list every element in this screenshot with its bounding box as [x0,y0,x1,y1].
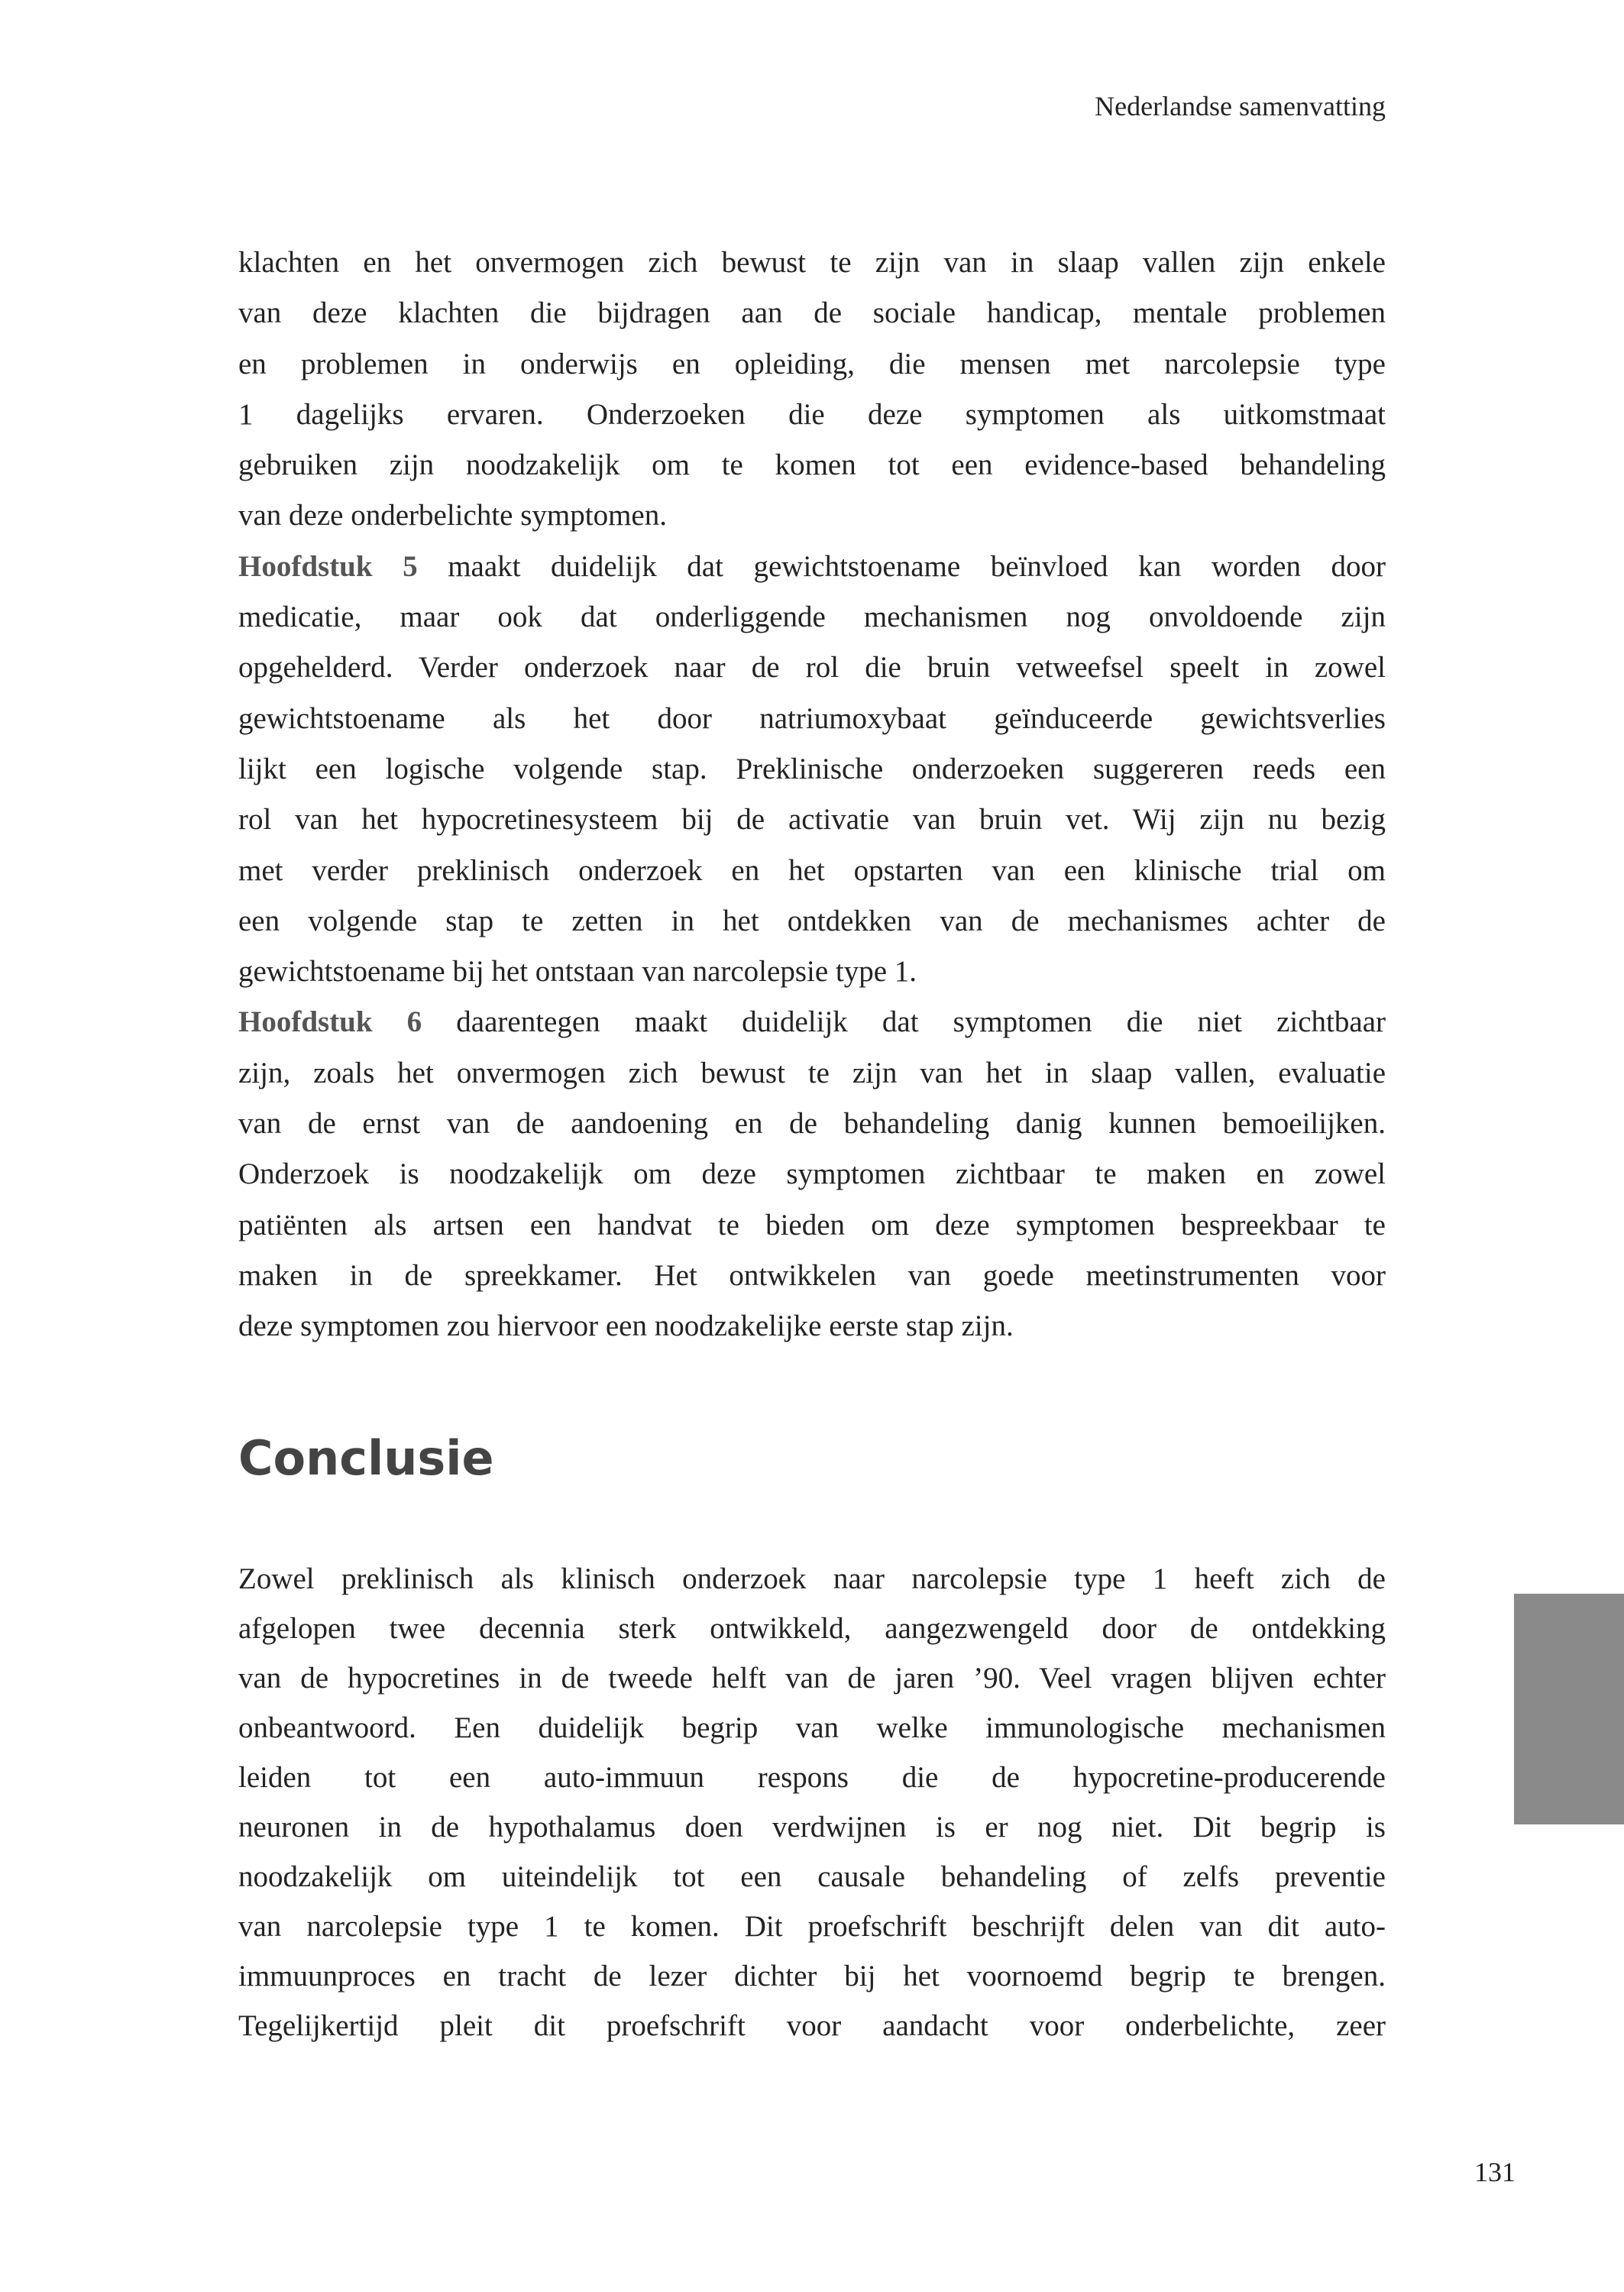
line-text: afgelopen twee decennia sterk ontwikkeld, aangezwengeld door de ontdekking [238,1612,1386,1645]
text-line [238,1703,1386,1753]
running-header: Nederlandse samenvatting [1095,91,1386,121]
line-text: klachten en het onvermogen zich bewust te zijn van in slaap vallen zijn enkele [238,246,1386,279]
line-text: met verder preklinisch onderzoek en het opstarten van een klinische trial om [238,853,1386,887]
line-text: Onderzoek is noodzakelijk om deze symptomen zichtbaar te maken en zowel [238,1157,1386,1191]
line-text: deze symptomen zou hiervoor een noodzakelijke eerste stap zijn. [238,1309,1014,1343]
text-line [238,1554,1386,1604]
chapter-thumb-tab [1514,1594,1624,1824]
line-text: van deze onderbelichte symptomen. [238,499,667,533]
line-text: Tegelijkertijd pleit dit proefschrift voor aandacht voor onderbelichte, zeer [238,2009,1386,2042]
line-text: lijkt een logische volgende stap. Preklinische onderzoeken suggereren reeds een [238,752,1386,785]
line-text: daarentegen maakt duidelijk dat symptomen die niet zichtbaar [422,1005,1386,1039]
text-line [238,440,1386,490]
text-line [238,490,1386,541]
text-line [238,339,1386,390]
line-text: en problemen in onderwijs en opleiding, die mensen met narcolepsie type [238,347,1386,380]
chapter-reference: Hoofdstuk 6 [238,1005,422,1039]
text-line [238,1099,1386,1149]
text-line [238,1852,1386,1902]
line-text: van de ernst van de aandoening en de behandeling danig kunnen bemoeilijken. [238,1107,1386,1141]
text-line [238,1902,1386,1951]
text-line [238,643,1386,693]
text-line [238,744,1386,795]
text-line [238,1301,1386,1352]
line-text: medicatie, maar ook dat onderliggende mechanismen nog onvoldoende zijn [238,601,1386,634]
line-text: rol van het hypocretinesysteem bij de activatie van bruin vet. Wij zijn nu bezig [238,803,1386,837]
line-text: maakt duidelijk dat gewichtstoename beïnvloed kan worden door [417,549,1386,583]
text-line [238,846,1386,896]
text-line [238,795,1386,845]
line-text: Zowel preklinisch als klinisch onderzoek naar narcolepsie type 1 heeft zich de [238,1562,1386,1595]
line-text: patiënten als artsen een handvat te bieden om deze symptomen bespreekbaar te [238,1208,1386,1242]
text-line [238,1149,1386,1199]
line-text: gewichtstoename bij het ontstaan van narcolepsie type 1. [238,955,917,989]
text-line [238,1753,1386,1802]
line-text: gebruiken zijn noodzakelijk om te komen tot een evidence-based behandeling [238,448,1386,482]
text-line [238,1802,1386,1852]
text-line [238,896,1386,947]
text-line [238,1653,1386,1703]
chapter-reference: Hoofdstuk 5 [238,549,418,583]
text-line [238,1200,1386,1251]
line-text: opgehelderd. Verder onderzoek naar de rol die bruin vetweefsel speelt in zowel [238,651,1386,685]
text-line [238,288,1386,338]
text-line [238,1048,1386,1099]
text-line [238,1251,1386,1301]
line-text: zijn, zoals het onvermogen zich bewust te zijn van het in slaap vallen, evaluatie [238,1056,1386,1089]
text-line [238,947,1386,997]
conclusion-text [238,1554,1386,2051]
line-text: van narcolepsie type 1 te komen. Dit proefschrift beschrijft delen van dit auto- [238,1910,1386,1943]
text-line [238,1604,1386,1653]
line-text: neuronen in de hypothalamus doen verdwijnen is er nog niet. Dit begrip is [238,1811,1386,1844]
text-line [238,592,1386,643]
line-text: gewichtstoename als het door natriumoxybaat geïnduceerde gewichtsverlies [238,701,1386,735]
page-number: 131 [1474,2157,1516,2187]
body-text [238,238,1386,1352]
text-line [238,997,1386,1047]
line-text: noodzakelijk om uiteindelijk tot een causale behandeling of zelfs preventie [238,1860,1386,1893]
text-line [238,390,1386,440]
line-text: van deze klachten die bijdragen aan de sociale handicap, mentale problemen [238,296,1386,330]
text-line [238,2001,1386,2051]
text-line [238,238,1386,288]
line-text: onbeantwoord. Een duidelijk begrip van welke immunologische mechanismen [238,1711,1386,1744]
text-line [238,694,1386,744]
line-text: maken in de spreekkamer. Het ontwikkelen van goede meetinstrumenten voor [238,1258,1386,1292]
line-text: van de hypocretines in de tweede helft van de jaren ’90. Veel vragen blijven echter [238,1662,1386,1695]
text-line [238,1951,1386,2001]
line-text: immuunproces en tracht de lezer dichter bij het voornoemd begrip te brengen. [238,1960,1386,1993]
section-heading-conclusie: Conclusie [238,1430,494,1486]
line-text: 1 dagelijks ervaren. Onderzoeken die deze symptomen als uitkomstmaat [238,397,1386,431]
line-text: een volgende stap te zetten in het ontdekken van de mechanismes achter de [238,904,1386,937]
text-line [238,542,1386,592]
line-text: leiden tot een auto-immuun respons die de hypocretine-producerende [238,1761,1386,1794]
